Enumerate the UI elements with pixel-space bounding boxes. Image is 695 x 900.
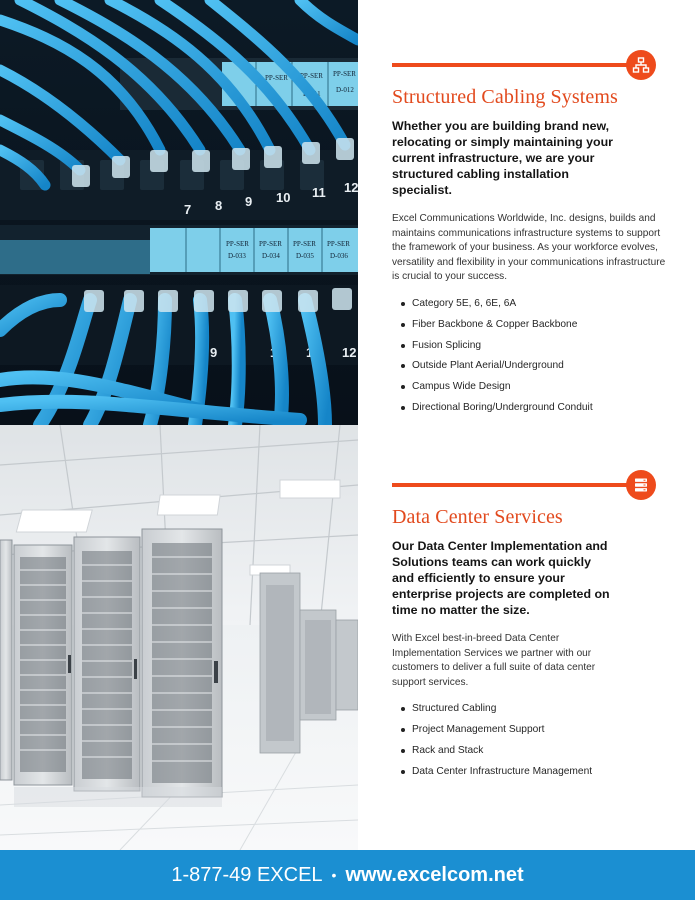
accent-rule: [392, 483, 627, 487]
panel-label: D-012: [336, 86, 354, 94]
services-list: [392, 703, 664, 777]
section-lead: Whether you are building brand new, relocating or simply maintaining your current infrastructure, we are your structured cabling installation specialist.: [392, 119, 614, 197]
port-number: 8: [215, 198, 223, 213]
separator: •: [331, 867, 337, 883]
website-link[interactable]: www.excelcom.net: [345, 863, 524, 886]
server-icon: [626, 470, 656, 500]
port-number: 9: [210, 345, 218, 360]
port-number: 12: [344, 180, 358, 195]
list-item: Fiber Backbone & Copper Backbone: [412, 319, 664, 331]
structured-cabling-section: [392, 50, 664, 423]
panel-label: D-036: [330, 252, 348, 260]
port-number: 12: [342, 345, 357, 360]
port-number: 11: [312, 185, 326, 200]
panel-label: D-035: [296, 252, 314, 260]
server-racks-illustration: [0, 425, 358, 850]
list-item: Directional Boring/Underground Conduit: [412, 402, 664, 414]
panel-label: PP-SER: [226, 240, 249, 248]
section-divider: [392, 470, 664, 500]
panel-label: PP-SER: [333, 70, 356, 78]
panel-label: D-034: [262, 252, 280, 260]
list-item: Data Center Infrastructure Management: [412, 766, 664, 778]
port-number: 7: [184, 202, 192, 217]
list-item: Structured Cabling: [412, 703, 664, 715]
port-number: 11: [306, 345, 320, 360]
panel-label: PP-SER: [259, 240, 282, 248]
section-title: Data Center Services: [392, 506, 563, 528]
list-item: Outside Plant Aerial/Underground: [412, 360, 664, 372]
section-title: Structured Cabling Systems: [392, 86, 618, 108]
port-number: 10: [276, 190, 291, 205]
list-item: Fusion Splicing: [412, 340, 664, 352]
contact-footer: [0, 850, 695, 900]
port-number: 10: [270, 345, 285, 360]
section-body: With Excel best-in-breed Data Center Implementation Services we partner with our customers to deliver a full suite of data center support services.: [392, 633, 596, 688]
phone-number[interactable]: 1-877-49 EXCEL: [171, 863, 323, 886]
patch-panel-photo: [0, 0, 358, 425]
section-divider: [392, 50, 664, 80]
panel-label: D-033: [228, 252, 246, 260]
server-icon-glyph: [632, 476, 650, 494]
panel-label: PP-SER: [300, 72, 323, 80]
data-center-photo: [0, 425, 358, 850]
data-center-section: [392, 470, 664, 787]
panel-label: PP-SER: [327, 240, 350, 248]
list-item: Project Management Support: [412, 724, 664, 736]
section-body: Excel Communications Worldwide, Inc. designs, builds and maintains communications infrastructure systems to support the framework of your business. As your workforce evolves, versatility and flexibility in your communications infrastructure is crucial to your success.: [392, 213, 666, 283]
panel-label: D-011: [303, 90, 321, 98]
port-number: 9: [245, 194, 253, 209]
patch-panel-illustration: [0, 0, 358, 425]
accent-rule: [392, 63, 627, 67]
services-list: [392, 298, 664, 414]
network-icon: [626, 50, 656, 80]
panel-label: PP-SER: [293, 240, 316, 248]
panel-label: PP-SER: [265, 74, 288, 82]
section-lead: Our Data Center Implementation and Solutions teams can work quickly and efficiently to ensure your enterprise projects are completed on time no matter the size.: [392, 539, 610, 617]
list-item: Category 5E, 6, 6E, 6A: [412, 298, 664, 310]
list-item: Campus Wide Design: [412, 381, 664, 393]
list-item: Rack and Stack: [412, 745, 664, 757]
network-icon-glyph: [632, 56, 650, 74]
